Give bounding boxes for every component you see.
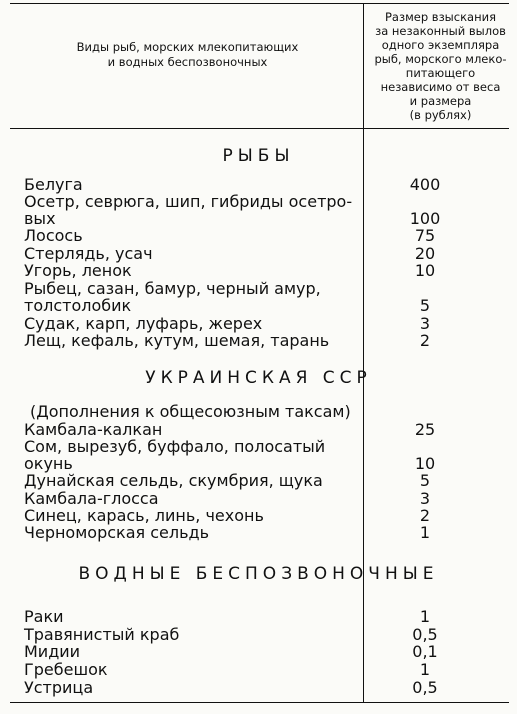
row-name: Черноморская сельдь xyxy=(24,523,209,542)
row-value: 0,1 xyxy=(412,642,438,661)
row-value: 20 xyxy=(414,244,436,263)
section-title-ukraine: УКРАИНСКАЯ ССР xyxy=(145,368,372,388)
header-species-line: и водных беспозвоночных xyxy=(107,55,268,69)
row-name: Стерлядь, усач xyxy=(24,244,153,263)
top-rule xyxy=(10,3,509,4)
row-value: 25 xyxy=(414,420,436,439)
header-species xyxy=(20,40,355,70)
header-penalty xyxy=(368,10,513,122)
row-name: Камбала-калкан xyxy=(24,420,163,439)
header-species-line: Виды рыб, морских млекопитающих xyxy=(76,40,299,54)
header-penalty-line: (в рублях) xyxy=(409,108,472,122)
row-value: 3 xyxy=(419,314,431,333)
row-name: Устрица xyxy=(24,678,94,697)
row-name: Камбала-глосса xyxy=(24,489,159,508)
section-title-invertebrates: ВОДНЫЕ БЕСПОЗВОНОЧНЫЕ xyxy=(78,564,439,584)
row-value: 1 xyxy=(419,660,431,679)
row-name: Осетр, севрюга, шип, гибриды осетро- xyxy=(24,192,353,211)
header-penalty-line: и размера xyxy=(409,94,472,108)
row-name: Дунайская сельдь, скумбрия, щука xyxy=(24,471,323,490)
row-value: 1 xyxy=(419,607,431,626)
row-name-continued: вых xyxy=(24,209,56,228)
row-value: 400 xyxy=(409,175,441,194)
row-value: 10 xyxy=(414,261,436,280)
row-name: Судак, карп, луфарь, жерех xyxy=(24,314,263,333)
row-value: 100 xyxy=(409,209,441,228)
row-name-continued: толстолобик xyxy=(24,296,132,315)
header-penalty-line: питающего xyxy=(405,66,476,80)
section-title-fish: РЫБЫ xyxy=(222,146,295,166)
row-name: Рыбец, сазан, бамур, черный амур, xyxy=(24,279,321,298)
row-name-continued: окунь xyxy=(24,454,73,473)
header-penalty-line: рыб, морского млеко- xyxy=(374,52,507,66)
bottom-rule xyxy=(10,702,509,703)
row-value: 3 xyxy=(419,489,431,508)
header-penalty-line: за незаконный вылов xyxy=(375,24,506,38)
row-value: 2 xyxy=(419,331,431,350)
header-penalty-line: Размер взыскания xyxy=(384,10,496,24)
row-value: 5 xyxy=(419,471,431,490)
row-value: 0,5 xyxy=(412,678,438,697)
row-name: Гребешок xyxy=(24,660,108,679)
row-value: 2 xyxy=(419,506,431,525)
row-value: 10 xyxy=(414,454,436,473)
section-subtitle: (Дополнения к общесоюзным таксам) xyxy=(30,402,351,421)
row-name: Белуга xyxy=(24,175,83,194)
row-name: Мидии xyxy=(24,642,81,661)
row-name: Лосось xyxy=(24,226,83,245)
row-name: Травянистый краб xyxy=(24,625,180,644)
row-value: 75 xyxy=(414,226,436,245)
row-name: Раки xyxy=(24,607,64,626)
row-name: Угорь, ленок xyxy=(24,261,132,280)
row-value: 0,5 xyxy=(412,625,438,644)
header-penalty-line: независимо от веса xyxy=(380,80,501,94)
header-penalty-line: одного экземпляра xyxy=(381,38,500,52)
header-rule xyxy=(10,128,509,129)
header-column-divider xyxy=(363,3,364,128)
row-value: 5 xyxy=(419,296,431,315)
row-name: Сом, вырезуб, буффало, полосатый xyxy=(24,437,326,456)
column-divider xyxy=(363,128,364,702)
row-name: Лещ, кефаль, кутум, шемая, тарань xyxy=(24,331,330,350)
row-name: Синец, карась, линь, чехонь xyxy=(24,506,264,525)
row-value: 1 xyxy=(419,523,431,542)
